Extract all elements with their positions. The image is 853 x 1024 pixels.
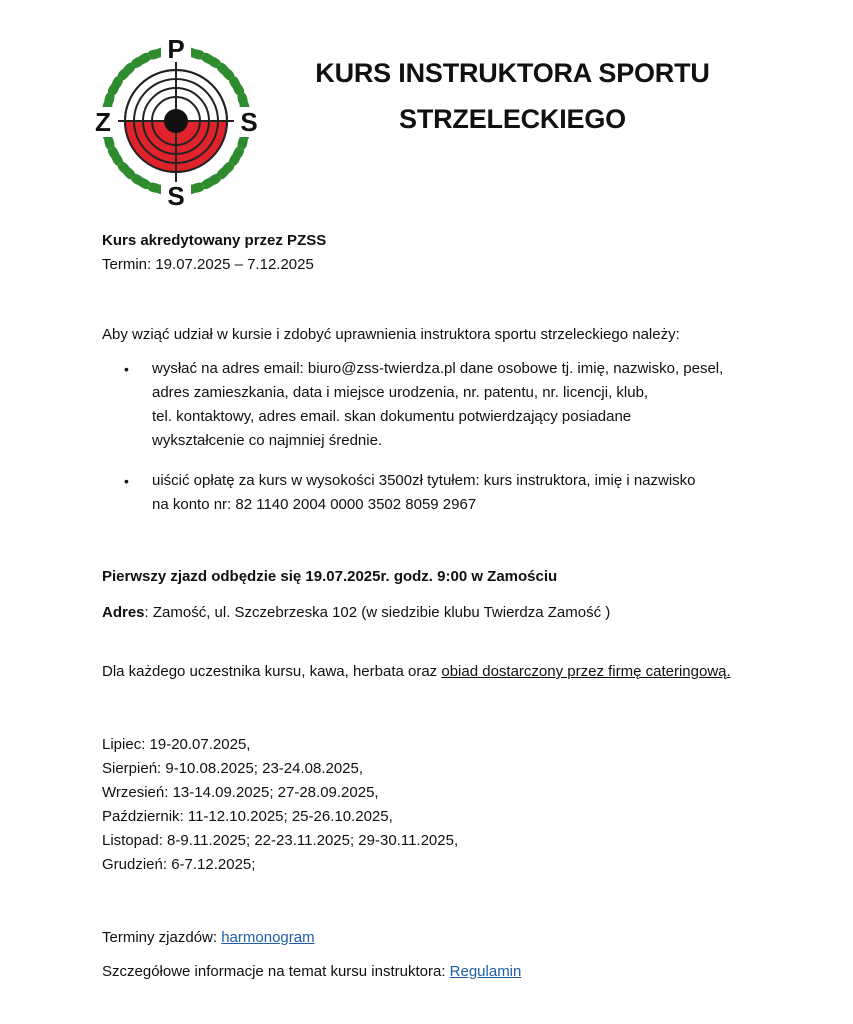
address-line [102,601,610,625]
requirement-line: tel. kontaktowy, adres email. skan dokumentu potwierdzający posiadane [152,408,632,425]
schedule-item: Grudzień: 6-7.12.2025; [102,856,256,873]
bullet-icon: • [124,473,129,489]
schedule-list [102,733,458,877]
accreditation-note: Kurs akredytowany przez PZSS [102,232,327,249]
requirement-line: uiścić opłatę za kurs w wysokości 3500zł tytułem: kurs instruktora, imię i nazwisko [152,472,696,489]
schedule-item: Listopad: 8-9.11.2025; 22-23.11.2025; 29-30.11.2025, [102,832,459,849]
pzss-logo [88,34,264,210]
title-line-1: KURS INSTRUKTORA SPORTU [315,58,710,88]
catering-note [102,660,731,684]
regulamin-link[interactable]: Regulamin [449,963,522,980]
requirement-line: adres zamieszkania, data i miejsce urodzenia, nr. patentu, nr. licencji, klub, [152,384,649,401]
requirement-item-email [102,357,762,453]
logo-letter-left: Z [95,107,111,137]
bullet-icon: • [124,361,129,377]
schedule-item: Październik: 11-12.10.2025; 25-26.10.2025, [102,808,393,825]
details-line [102,960,521,984]
requirements-list [102,357,762,517]
schedule-item: Wrzesień: 13-14.09.2025; 27-28.09.2025, [102,784,379,801]
catering-underlined: obiad dostarczony przez firmę cateringową. [441,663,731,680]
title-line-2: STRZELECKIEGO [399,104,626,134]
requirement-line: wysłać na adres email: biuro@zss-twierdza.pl dane osobowe tj. imię, nazwisko, pesel, [152,360,724,377]
logo-letter-top: P [167,34,185,64]
requirement-item-payment [102,469,762,517]
schedule-item: Sierpień: 9-10.08.2025; 23-24.08.2025, [102,760,364,777]
requirement-line: na konto nr: 82 1140 2004 0000 3502 8059 2967 [152,496,477,513]
requirement-line: wykształcenie co najmniej średnie. [152,432,383,449]
logo-letter-bottom: S [167,181,185,210]
course-term: Termin: 19.07.2025 – 7.12.2025 [102,256,314,273]
first-meeting-note: Pierwszy zjazd odbędzie się 19.07.2025r. godz. 9:00 w Zamościu [102,568,558,585]
details-label: Szczegółowe informacje na temat kursu instruktora: [102,963,450,980]
logo-letter-right: S [240,107,258,137]
harmonogram-link[interactable]: harmonogram [221,929,315,946]
page-title [290,50,735,142]
requirements-lead: Aby wziąć udział w kursie i zdobyć uprawnienia instruktora sportu strzeleckiego należy: [102,326,680,343]
catering-prefix: Dla każdego uczestnika kursu, kawa, herbata oraz [102,663,442,680]
schedule-item: Lipiec: 19-20.07.2025, [102,736,251,753]
address-label: Adres [102,604,145,621]
address-value: : Zamość, ul. Szczebrzeska 102 (w siedzibie klubu Twierdza Zamość ) [144,604,611,621]
terms-label: Terminy zjazdów: [102,929,222,946]
terms-line [102,926,315,950]
